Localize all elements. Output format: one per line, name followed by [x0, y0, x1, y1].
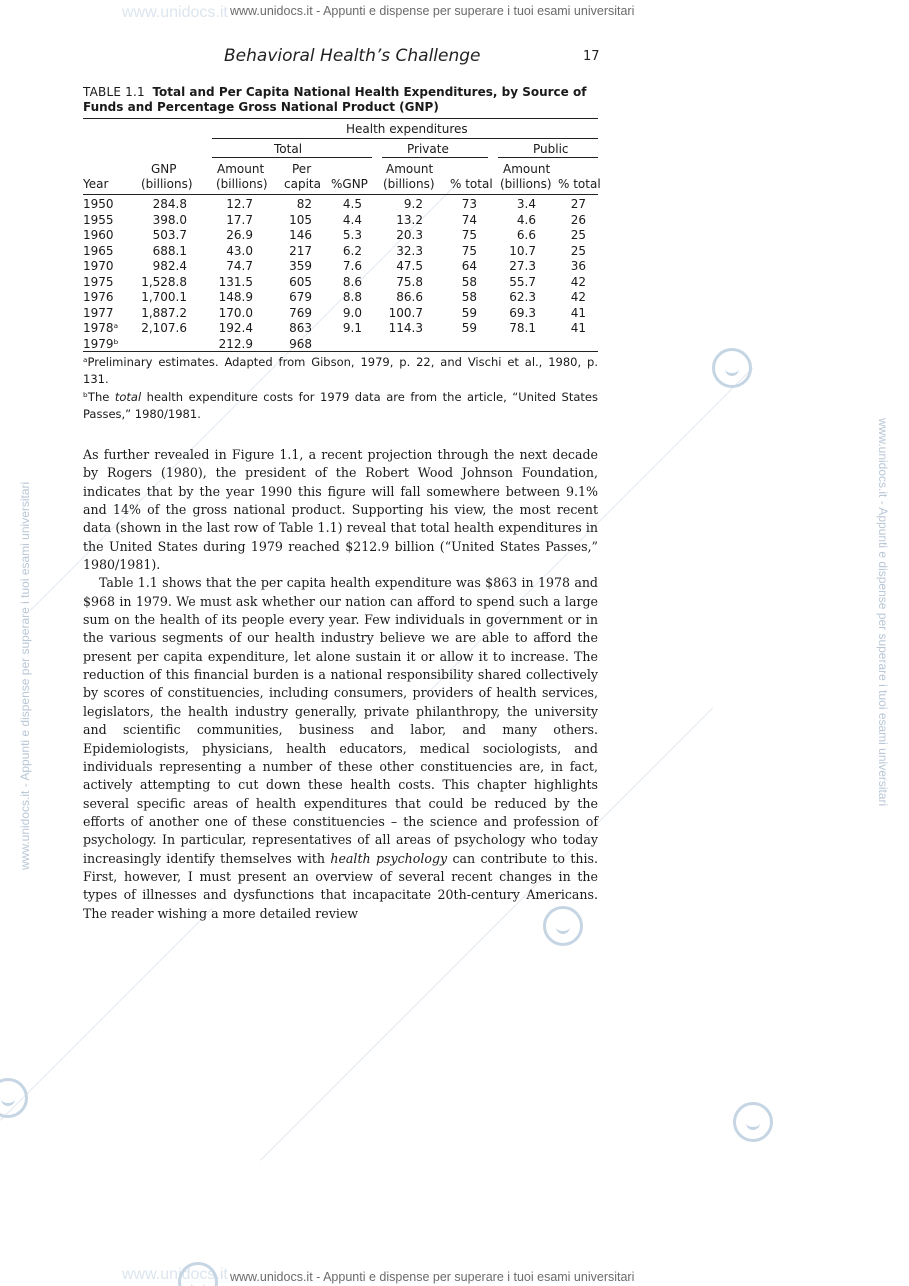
- paragraph-text: can contribute to this. First, however, I must present an overview of several recent changes in the types of illnesses and dysfunctions that incapacitate 20th-century Americans. The reader wishing a more detailed review: [83, 850, 598, 921]
- table-cell-total-amount: 12.7: [226, 197, 253, 211]
- table-cell-private-amount: 20.3: [396, 228, 423, 243]
- col-total-amount: Amount: [217, 162, 265, 176]
- table-cell-private-pct: 58: [461, 274, 477, 289]
- table-cell-per-capita: 146: [289, 228, 312, 243]
- table-cell-total-amount: 43.0: [226, 243, 253, 258]
- table-cell-public-amount: 69.3: [509, 305, 536, 320]
- table-cell-public-pct: 36: [570, 259, 586, 274]
- watermark-bottom: www.unidocs.it - Appunti e dispense per superare i tuoi esami universitari: [230, 1270, 635, 1284]
- table-cell-pct-gnp: 6.2: [342, 243, 362, 258]
- header-bottom-rule: [83, 194, 598, 195]
- table-cell-total-amount: 148.9: [218, 290, 253, 305]
- header-rule: [212, 157, 372, 158]
- table-cell-public-amount: 62.3: [509, 290, 536, 305]
- col-private-pct: % total: [450, 177, 493, 191]
- table-cell-per-capita: 359: [289, 259, 312, 274]
- table-top-rule: [83, 118, 598, 119]
- table-cell-gnp: 1,887.2: [141, 305, 187, 320]
- table-cell-total-amount: 192.4: [218, 321, 253, 336]
- table-cell-per-capita: 105: [289, 212, 312, 227]
- col-per-capita: capita: [284, 177, 321, 191]
- watermark-line: [0, 908, 213, 1121]
- table-cell-public-pct: 42: [570, 274, 586, 289]
- table-cell-private-amount: 9.2: [403, 197, 423, 211]
- table-cell-private-amount: 47.5: [396, 259, 423, 274]
- col-per: Per: [292, 162, 312, 176]
- table-cell-public-amount: 27.3: [509, 259, 536, 274]
- table-cell-private-amount: 100.7: [388, 305, 423, 320]
- table-cell-private-pct: 58: [461, 290, 477, 305]
- table-cell-public-pct: 42: [570, 290, 586, 305]
- header-rule: [212, 138, 598, 139]
- subgroup-public: Public: [533, 142, 569, 156]
- note-b-suffix: health expenditure costs for 1979 data are from the article, “United States Passes,” 1980/1981.: [83, 390, 598, 421]
- table-cell-total-amount: 131.5: [218, 274, 253, 289]
- col-total-amount-unit: (billions): [216, 177, 268, 191]
- table-cell-year: 1960: [83, 228, 114, 243]
- table-cell-year: 1950: [83, 197, 114, 211]
- table-cell-gnp: 398.0: [152, 212, 187, 227]
- subgroup-total: Total: [274, 142, 303, 156]
- paragraph: As further revealed in Figure 1.1, a recent projection through the next decade by Rogers (1980), the president of the Robert Wood Johnson Foundation, indicates that by the year 1990 this figure will fall somewhere between 9.1% and 14% of the gross national product. Supporting his view, the most recent data (shown in the last row of Table 1.1) reveal that total health expenditures in the United States during 1979 reached $212.9 billion (“United States Passes,” 1980/1981).: [83, 447, 598, 573]
- col-pct-gnp: %GNP: [331, 177, 368, 191]
- col-private-amount-unit: (billions): [383, 177, 435, 191]
- table-cell-private-amount: 114.3: [388, 321, 423, 336]
- table-cell-public-amount: 10.7: [509, 243, 536, 258]
- header-rule: [498, 157, 598, 158]
- table-cell-year: 1976: [83, 290, 114, 305]
- table-cell-per-capita: 82: [296, 197, 312, 211]
- running-title: Behavioral Health’s Challenge: [224, 46, 481, 66]
- table-cell-private-amount: 32.3: [396, 243, 423, 258]
- table-cell-year: 1977: [83, 305, 114, 320]
- table-cell-public-pct: 41: [570, 305, 586, 320]
- table-cell-pct-gnp: 8.6: [342, 274, 362, 289]
- table-caption: [83, 85, 598, 115]
- paragraph-text: Table 1.1 shows that the per capita health expenditure was $863 in 1978 and $968 in 1979. We must ask whether our nation can afford to spend such a large sum on the health of its people every year. Few individuals in government or in the various segments of our health industry believe we are able to afford the present per capita expenditure, let alone sustain it or allow it to increase. The reduction of this financial burden is a national responsibility shared collectively by scores of constituencies, including consumers, providers of health services, legislators, the health industry generally, private philanthropy, the university and scientific communities, business and labor, and many others. Epidemiologists, physicians, health educators, medical sociologists, and individuals representing a number of these other constituencies are, in fact, actively attempting to cut down these health costs. This chapter highlights several specific areas of health expenditures that could be reduced by the efforts of another one of these constituencies – the science and profession of psychology. In particular, representatives of all areas of psychology who today increasingly identify themselves with: [83, 575, 598, 866]
- table-cell-public-pct: 26: [570, 212, 586, 227]
- col-gnp-unit: (billions): [141, 177, 193, 191]
- table-cell-public-pct: 25: [570, 228, 586, 243]
- table-cell-pct-gnp: 9.1: [342, 321, 362, 336]
- watermark-logo-icon: [0, 1078, 28, 1118]
- col-public-amount-unit: (billions): [500, 177, 552, 191]
- table-cell-per-capita: 968: [289, 336, 312, 351]
- table-cell-year: 1979ᵇ: [83, 336, 119, 351]
- header-rule: [382, 157, 488, 158]
- table-cell-total-amount: 212.9: [218, 336, 253, 351]
- watermark-ghost: www.unidocs.it: [122, 1266, 228, 1283]
- table-cell-public-amount: 3.4: [516, 197, 536, 211]
- watermark-right: www.unidocs.it - Appunti e dispense per superare i tuoi esami universitari: [876, 418, 890, 807]
- table-cell-pct-gnp: 4.5: [342, 197, 362, 211]
- table-cell-public-amount: 78.1: [509, 321, 536, 336]
- table-cell-per-capita: 605: [289, 274, 312, 289]
- table-cell-total-amount: 170.0: [218, 305, 253, 320]
- body-text: [83, 446, 598, 923]
- table-note-b: [83, 389, 598, 423]
- col-public-amount: Amount: [503, 162, 551, 176]
- table-cell-per-capita: 217: [289, 243, 312, 258]
- table-cell-gnp: 982.4: [152, 259, 187, 274]
- col-public-pct: % total: [558, 177, 601, 191]
- table-cell-per-capita: 769: [289, 305, 312, 320]
- table-label: TABLE 1.1: [83, 85, 145, 99]
- table-cell-year: 1975: [83, 274, 114, 289]
- table-cell-public-amount: 4.6: [516, 212, 536, 227]
- table-cell-pct-gnp: 7.6: [342, 259, 362, 274]
- table-cell-private-pct: 59: [461, 321, 477, 336]
- table-cell-private-pct: 74: [461, 212, 477, 227]
- table-cell-year: 1978ᵃ: [83, 321, 119, 336]
- col-year: Year: [83, 177, 109, 191]
- table-cell-public-pct: 41: [570, 321, 586, 336]
- table-cell-public-pct: 25: [570, 243, 586, 258]
- table-cell-public-amount: 6.6: [516, 228, 536, 243]
- watermark-top: www.unidocs.it - Appunti e dispense per superare i tuoi esami universitari: [230, 4, 635, 18]
- table-note-a: ᵃPreliminary estimates. Adapted from Gibson, 1979, p. 22, and Vischi et al., 1980, p. 131.: [83, 355, 598, 386]
- col-private-amount: Amount: [386, 162, 434, 176]
- table-cell-year: 1970: [83, 259, 114, 274]
- table-cell-private-amount: 75.8: [396, 274, 423, 289]
- subgroup-private: Private: [407, 142, 449, 156]
- table-cell-pct-gnp: 5.3: [342, 228, 362, 243]
- table-cell-year: 1965: [83, 243, 114, 258]
- table-cell-private-amount: 86.6: [396, 290, 423, 305]
- table-cell-pct-gnp: 9.0: [342, 305, 362, 320]
- table-cell-year: 1955: [83, 212, 114, 227]
- table-cell-public-amount: 55.7: [509, 274, 536, 289]
- table-cell-total-amount: 26.9: [226, 228, 253, 243]
- table-cell-per-capita: 679: [289, 290, 312, 305]
- watermark-ghost: www.unidocs.it: [122, 4, 228, 21]
- table-bottom-rule: [83, 351, 598, 352]
- note-b-italic: total: [114, 390, 142, 404]
- table-cell-gnp: 1,700.1: [141, 290, 187, 305]
- table-cell-public-pct: 27: [570, 197, 586, 211]
- paragraph: [83, 574, 598, 923]
- table-cell-gnp: 688.1: [152, 243, 187, 258]
- table-cell-private-pct: 75: [461, 228, 477, 243]
- table-cell-per-capita: 863: [289, 321, 312, 336]
- col-gnp: GNP: [151, 162, 177, 176]
- table-cell-private-pct: 64: [461, 259, 477, 274]
- table-cell-gnp: 284.8: [152, 197, 187, 211]
- table-cell-gnp: 2,107.6: [141, 321, 187, 336]
- paragraph-italic: health psychology: [330, 850, 448, 866]
- group-header: Health expenditures: [346, 122, 468, 136]
- table-cell-total-amount: 17.7: [226, 212, 253, 227]
- page-number: 17: [583, 49, 600, 64]
- table-cell-total-amount: 74.7: [226, 259, 253, 274]
- table-cell-private-amount: 13.2: [396, 212, 423, 227]
- note-b-prefix: ᵇThe: [83, 390, 115, 404]
- table-cell-private-pct: 59: [461, 305, 477, 320]
- table-cell-private-pct: 75: [461, 243, 477, 258]
- table-title: Total and Per Capita National Health Expenditures, by Source of Funds and Percentage Gross National Product (GNP): [83, 85, 587, 114]
- table-cell-pct-gnp: 8.8: [342, 290, 362, 305]
- table-cell-pct-gnp: 4.4: [342, 212, 362, 227]
- watermark-logo-icon: [712, 348, 752, 388]
- table-cell-gnp: 503.7: [152, 228, 187, 243]
- watermark-logo-icon: [733, 1102, 773, 1142]
- table-cell-gnp: 1,528.8: [141, 274, 187, 289]
- watermark-left: www.unidocs.it - Appunti e dispense per superare i tuoi esami universitari: [18, 481, 32, 870]
- table-cell-private-pct: 73: [461, 197, 477, 211]
